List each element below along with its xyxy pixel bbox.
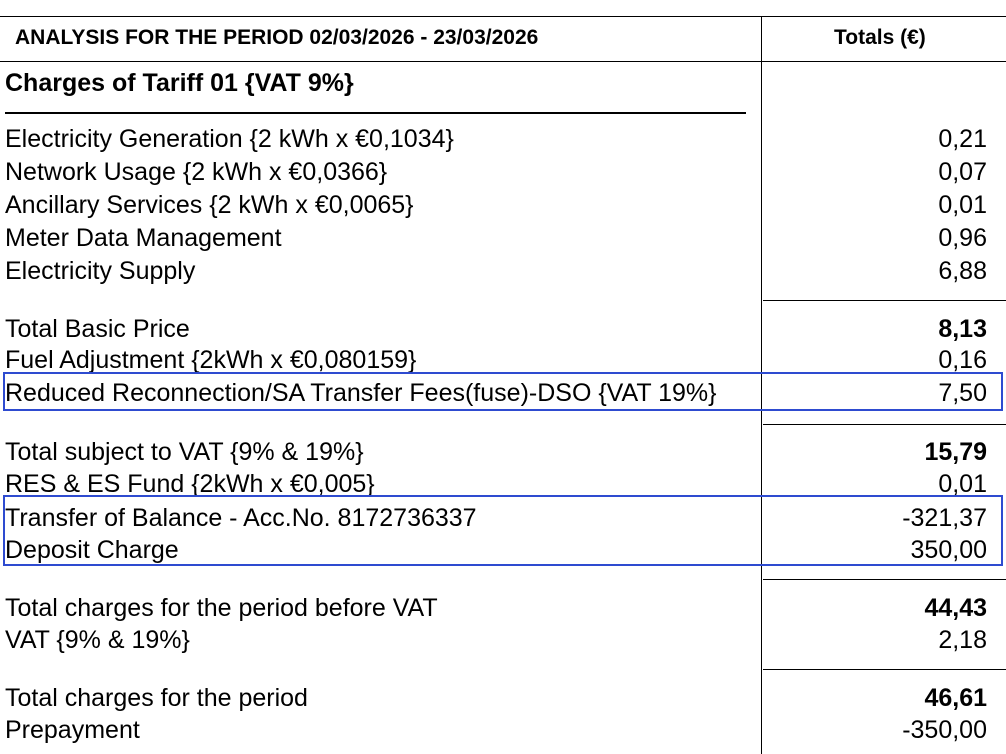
- row-label: Electricity Generation {2 kWh x €0,1034}: [5, 125, 454, 153]
- total-basic-price-amount: 8,13: [938, 315, 987, 343]
- totals-header: Totals (€): [834, 26, 926, 49]
- row-amount: -321,37: [902, 504, 987, 532]
- row-amount: 6,88: [938, 257, 987, 285]
- row-label: Network Usage {2 kWh x €0,0366}: [5, 158, 388, 186]
- total-subject-to-vat-label: Total subject to VAT {9% & 19%}: [5, 438, 364, 466]
- row-label: Transfer of Balance - Acc.No. 8172736337: [5, 504, 477, 532]
- subtotal-rule: [763, 579, 1006, 580]
- row-label: Ancillary Services {2 kWh x €0,0065}: [5, 191, 414, 219]
- row-amount: 0,21: [938, 125, 987, 153]
- row-amount: 0,07: [938, 158, 987, 186]
- total-charges-label: Total charges for the period: [5, 684, 308, 712]
- total-charges-amount: 46,61: [924, 684, 987, 712]
- row-amount: 7,50: [938, 379, 987, 407]
- table-top-border: [0, 16, 1006, 17]
- row-amount: 0,01: [938, 470, 987, 498]
- subtotal-rule: [763, 424, 1006, 425]
- prepayment-label: Prepayment: [5, 716, 140, 744]
- row-label: Reduced Reconnection/SA Transfer Fees(fuse)-DSO {VAT 19%}: [5, 379, 717, 407]
- section-title: Charges of Tariff 01 {VAT 9%}: [5, 69, 354, 97]
- total-before-vat-amount: 44,43: [924, 594, 987, 622]
- prepayment-amount: -350,00: [902, 716, 987, 744]
- section-title-underline: [5, 112, 746, 114]
- total-subject-to-vat-amount: 15,79: [924, 438, 987, 466]
- total-basic-price-label: Total Basic Price: [5, 315, 190, 343]
- total-before-vat-label: Total charges for the period before VAT: [5, 594, 438, 622]
- subtotal-rule: [763, 669, 1006, 670]
- row-amount: 0,16: [938, 346, 987, 374]
- period-title: ANALYSIS FOR THE PERIOD 02/03/2026 - 23/03/2026: [15, 26, 539, 49]
- header-bottom-border: [0, 61, 1006, 62]
- row-amount: 0,96: [938, 224, 987, 252]
- row-label: RES & ES Fund {2kWh x €0,005}: [5, 470, 375, 498]
- row-amount: 350,00: [910, 536, 987, 564]
- row-amount: 0,01: [938, 191, 987, 219]
- row-label: Electricity Supply: [5, 257, 196, 285]
- row-label: Deposit Charge: [5, 536, 179, 564]
- row-label: Fuel Adjustment {2kWh x €0,080159}: [5, 346, 417, 374]
- row-label: Meter Data Management: [5, 224, 282, 252]
- vat-amount: 2,18: [938, 626, 987, 654]
- vat-label: VAT {9% & 19%}: [5, 626, 190, 654]
- subtotal-rule: [763, 300, 1006, 301]
